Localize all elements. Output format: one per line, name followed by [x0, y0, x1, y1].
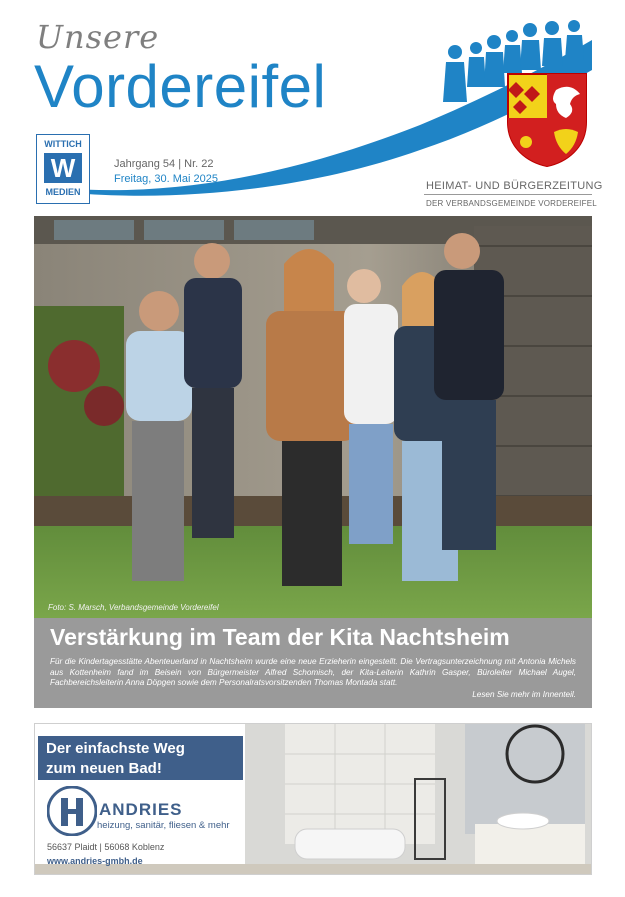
masthead-prefix: Unsere: [36, 18, 160, 56]
read-more-note: Lesen Sie mehr im Innenteil.: [472, 690, 576, 699]
subtitle-main: HEIMAT- UND BÜRGERZEITUNG: [426, 180, 603, 192]
subtitle-sub: DER VERBANDSGEMEINDE VORDEREIFEL: [426, 199, 597, 208]
andries-logo-icon: [47, 786, 97, 836]
logo-text-top: WITTICH: [44, 139, 82, 149]
ad-website-link[interactable]: www.andries-gmbh.de: [47, 856, 143, 866]
ad-claim-line-1: Der einfachste Weg: [46, 740, 185, 757]
issue-date: Freitag, 30. Mai 2025: [114, 173, 218, 185]
photo-credit: Foto: S. Marsch, Verbandsgemeinde Vordereifel: [48, 603, 219, 612]
wittich-medien-logo: [36, 134, 90, 204]
ad-claim: [38, 736, 243, 780]
cover-photo: [34, 216, 592, 618]
advertisement[interactable]: [34, 723, 592, 875]
cover-headline: Verstärkung im Team der Kita Nachtsheim: [50, 624, 510, 650]
ad-claim-line-2: zum neuen Bad!: [46, 760, 162, 777]
ad-brand: ANDRIES: [99, 800, 183, 819]
ad-trades: heizung, sanitär, fliesen & mehr: [97, 820, 230, 831]
subtitle-divider: [424, 194, 592, 195]
masthead-title: Vordereifel: [34, 53, 327, 120]
logo-text-bottom: MEDIEN: [45, 187, 81, 197]
ad-locations: 56637 Plaidt | 56068 Koblenz: [47, 842, 165, 852]
cover-teaser: Für die Kindertagesstätte Abenteuerland in Nachtsheim wurde eine neue Erzieherin eingestellt. Die Vertragsunterzeichnung mit Antonia Michels aus Kottenheim fand im Beisein von Bürgermeister Alfred Schomisch, der Kita-Leiterin Kathrin Gasper, Büroleiter Michael Augel, Fachbereichsleiterin Anna Döpgen sowie dem Personalratsvorsitzenden Thomas Montada statt.: [50, 657, 576, 687]
issue-number: Jahrgang 54 | Nr. 22: [114, 158, 214, 170]
logo-w-icon: W: [44, 153, 82, 183]
coat-of-arms-icon: [504, 70, 590, 168]
